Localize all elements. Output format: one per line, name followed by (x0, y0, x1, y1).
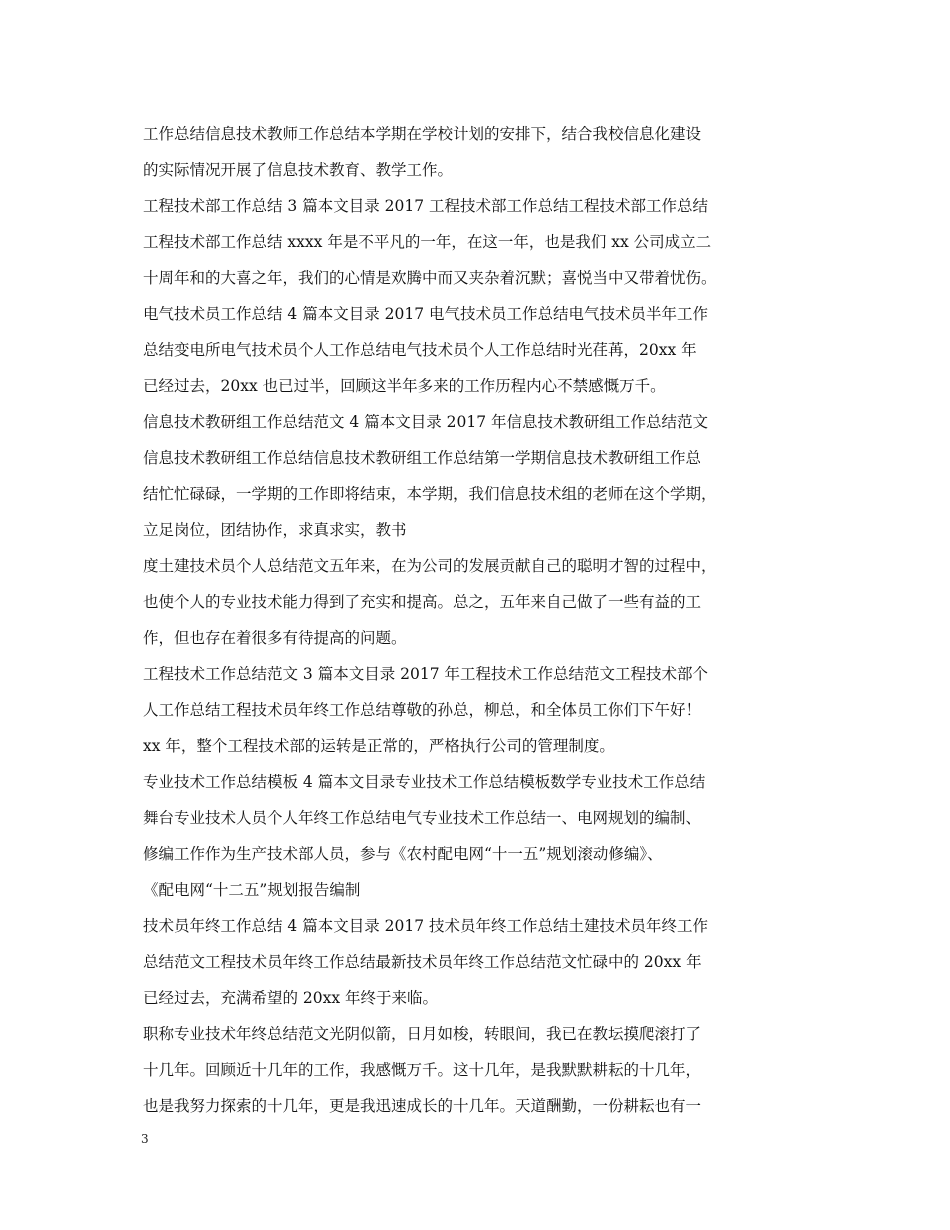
page-number: 3 (141, 1132, 149, 1146)
text-line: 工作总结信息技术教师工作总结本学期在学校计划的安排下，结合我校信息化建设 (143, 125, 702, 143)
text-line: 专业技术工作总结模板 4 篇本文目录专业技术工作总结模板数学专业技术工作总结 (143, 773, 706, 791)
text-line: 技术员年终工作总结 4 篇本文目录 2017 技术员年终工作总结土建技术员年终工作 (143, 917, 709, 935)
text-line: 工程技术部工作总结 3 篇本文目录 2017 工程技术部工作总结工程技术部工作总结 (143, 197, 709, 215)
document-body (143, 116, 833, 1124)
text-line: 也是我努力探索的十几年，更是我迅速成长的十几年。天道酬勤，一份耕耘也有一 (143, 1097, 702, 1115)
text-line: 职称专业技术年终总结范文光阴似箭，日月如梭，转眼间，我已在教坛摸爬滚打了 (143, 1025, 702, 1043)
text-line: 《配电网“十二五”规划报告编制 (143, 881, 361, 899)
text-line: 信息技术教研组工作总结范文 4 篇本文目录 2017 年信息技术教研组工作总结范文 (143, 413, 709, 431)
text-line: 总结变电所电气技术员个人工作总结电气技术员个人工作总结时光荏苒，20xx 年 (143, 341, 697, 359)
text-line: 立足岗位，团结协作，求真求实，教书 (143, 521, 407, 539)
text-line: 电气技术员工作总结 4 篇本文目录 2017 电气技术员工作总结电气技术员半年工作 (143, 305, 709, 323)
text-line: 已经过去，充满希望的 20xx 年终于来临。 (143, 989, 439, 1007)
text-line: 结忙忙碌碌，一学期的工作即将结束，本学期，我们信息技术组的老师在这个学期， (143, 485, 717, 503)
text-line: 总结范文工程技术员年终工作总结最新技术员年终工作总结范文忙碌中的 20xx 年 (143, 953, 702, 971)
text-line: 工程技术部工作总结 xxxx 年是不平凡的一年，在这一年，也是我们 xx 公司成立二 (143, 233, 712, 251)
text-line: 已经过去，20xx 也已过半，回顾这半年多来的工作历程内心不禁感慨万千。 (143, 377, 666, 395)
text-line: 十周年和的大喜之年，我们的心情是欢腾中而又夹杂着沉默；喜悦当中又带着忧伤。 (143, 269, 717, 287)
text-line: 也使个人的专业技术能力得到了充实和提高。总之，五年来自己做了一些有益的工 (143, 593, 702, 611)
text-line: 作，但也存在着很多有待提高的问题。 (143, 629, 407, 647)
text-line: 十几年。回顾近十几年的工作，我感慨万千。这十几年，是我默默耕耘的十几年， (143, 1061, 702, 1079)
text-line: 的实际情况开展了信息技术教育、教学工作。 (143, 161, 454, 179)
text-line: 人工作总结工程技术员年终工作总结尊敬的孙总，柳总，和全体员工你们下午好！ (143, 701, 702, 719)
text-line: 舞台专业技术人员个人年终工作总结电气专业技术工作总结一、电网规划的编制、 (143, 809, 702, 827)
text-line: xx 年，整个工程技术部的运转是正常的，严格执行公司的管理制度。 (143, 737, 615, 755)
text-line: 度土建技术员个人总结范文五年来，在为公司的发展贡献自己的聪明才智的过程中， (143, 557, 717, 575)
text-line: 工程技术工作总结范文 3 篇本文目录 2017 年工程技术工作总结范文工程技术部个 (143, 665, 709, 683)
text-line: 信息技术教研组工作总结信息技术教研组工作总结第一学期信息技术教研组工作总 (143, 449, 702, 467)
text-line: 修编工作作为生产技术部人员，参与《农村配电网“十一五”规划滚动修编》、 (143, 845, 663, 863)
